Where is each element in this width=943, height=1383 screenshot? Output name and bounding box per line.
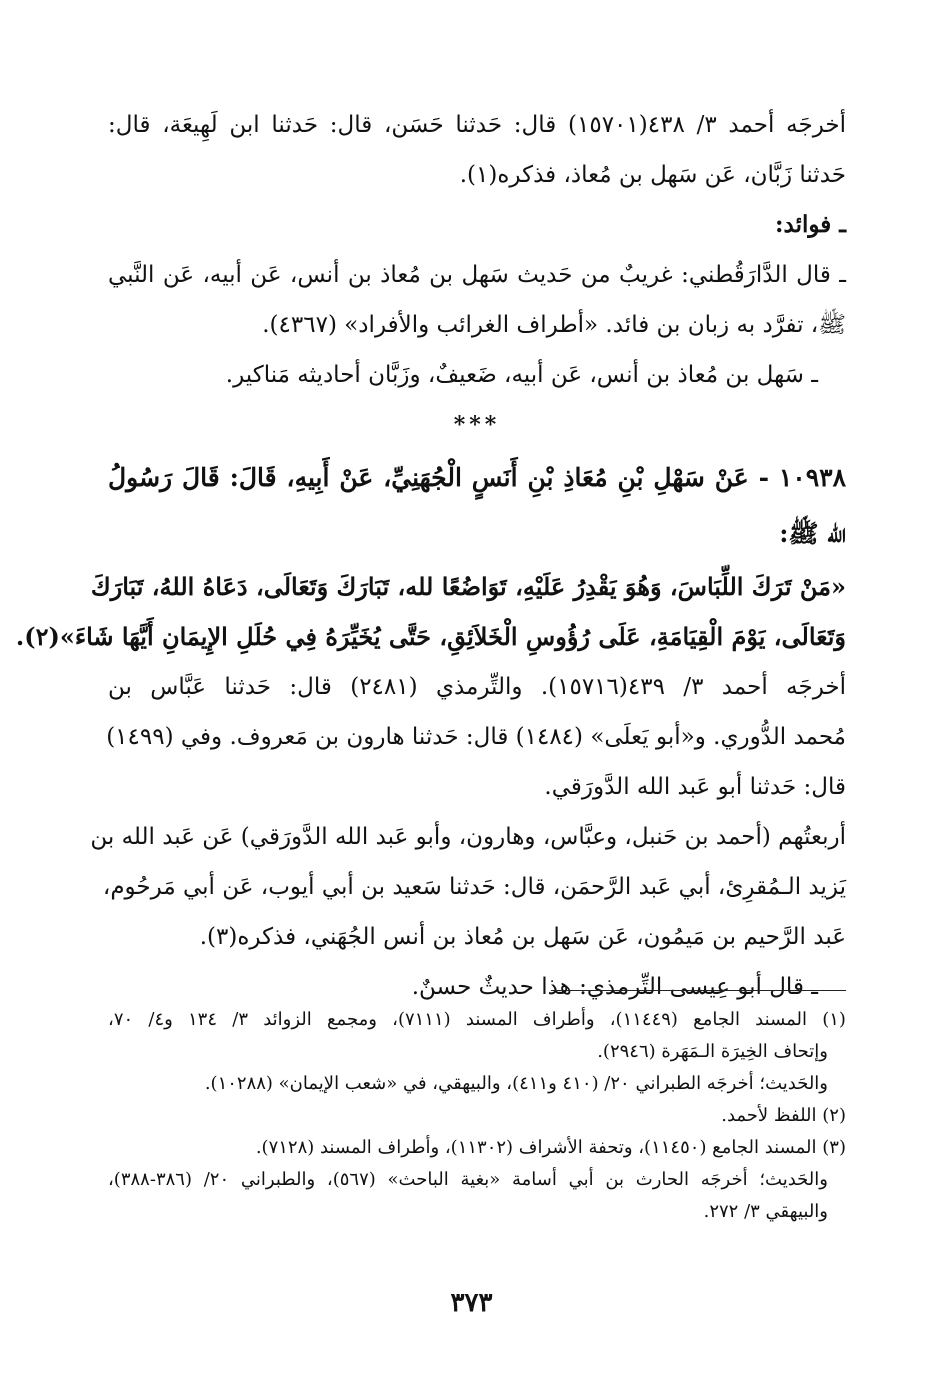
text-line: أخرجَه أحمد ٣/ ٤٣٩(١٥٧١٦). والتِّرمذي (٢٤٨١) قال: حَدثنا عَبَّاس بن — [108, 674, 846, 700]
footnote-divider — [551, 990, 846, 991]
main-text — [15, 100, 847, 1012]
text-line: ﷺ، تفرَّد به زبان بن فائد. «أطراف الغرائب والأفراد» (٤٣٦٧). — [262, 312, 846, 338]
matn-line: «مَنْ تَرَكَ اللِّبَاسَ، وَهُوَ يَقْدِرُ عَلَيْهِ، تَوَاضُعًا لله، تَبَارَكَ وَتَعَالَى، دَعَاهُ اللهُ، تَبَارَكَ — [90, 572, 846, 601]
footnote-line: والحَديث؛ أخرجَه الطبراني ٢٠/ (٤١٠ و٤١١)، والبيهقي، في «شعب الإيمان» (١٠٢٨٨). — [204, 1073, 828, 1094]
text-line: قال: حَدثنا أبو عَبد الله الدَّورَقي. — [544, 774, 846, 800]
text-line: عَبد الرَّحيم بن مَيمُون، عَن سَهل بن مُعاذ بن أنس الجُهَني، فذكره(٣). — [199, 924, 846, 950]
hadith-heading-line: ١٠٩٣٨ - عَنْ سَهْلِ بْنِ مُعَاذِ بْنِ أَنَسٍ الْجُهَنِيِّ، عَنْ أَبِيهِ، قَالَ: قَالَ رَسُولُ — [108, 463, 846, 492]
text-line: ـ سَهل بن مُعاذ بن أنس، عَن أبيه، ضَعيفٌ، وزَبَّان أحاديثه مَناكير. — [225, 362, 818, 388]
text-line: حَدثنا زَبَّان، عَن سَهل بن مُعاذ، فذكره(١). — [459, 162, 846, 188]
footnote-line: وإتحاف الخِيرَة الـمَهَرة (٢٩٤٦). — [597, 1041, 828, 1062]
text-line: أربعتُهم (أحمد بن حَنبل، وعبَّاس، وهارون، وأبو عَبد الله الدَّورَقي) عَن عَبد الله بن — [90, 824, 846, 850]
separator: *** — [453, 412, 501, 438]
footnote-line: (٢) اللفظ لأحمد. — [721, 1105, 846, 1126]
text-line: ـ قال الدَّارَقُطني: غريبٌ من حَديث سَهل بن مُعاذ بن أنس، عَن أبيه، عَن النَّبي — [108, 262, 846, 288]
footnotes — [108, 1004, 846, 1228]
footnote-line: والحَديث؛ أخرجَه الحارث بن أبي أسامة «بغية الباحث» (٥٦٧)، والطبراني ٢٠/ (٣٨٦-٣٨٨)، — [108, 1169, 828, 1190]
text-line: مُحمد الدُّوري. و«أبو يَعلَى» (١٤٨٤) قال: حَدثنا هارون بن مَعروف. وفي (١٤٩٩) — [106, 724, 846, 750]
text-line: ـ قال أبو عِيسى التِّرمذي: هذا حديثٌ حسنٌ. — [411, 974, 818, 1000]
text-line: أخرجَه أحمد ٣/ ٤٣٨(١٥٧٠١) قال: حَدثنا حَسَن، قال: حَدثنا ابن لَهِيعَة، قال: — [108, 112, 847, 138]
footnote-line: (١) المسند الجامع (١١٤٤٩)، وأطراف المسند (٧١١١)، ومجمع الزوائد ٣/ ١٣٤ و٤/ ٧٠، — [108, 1009, 846, 1030]
hadith-heading-line: الله ﷺ: — [779, 519, 846, 548]
page-number: ٣٧٣ — [450, 1288, 493, 1318]
section-heading: ـ فوائد: — [775, 211, 846, 238]
matn-line: وَتَعَالَى، يَوْمَ الْقِيَامَةِ، عَلَى رُؤُوسِ الْخَلاَئِقِ، حَتَّى يُخَيِّرَهُ فِي حُلَلِ الإِيمَانِ أَيَّهَا شَاءَ»(٢). — [15, 622, 846, 651]
footnote-line: والبيهقي ٣/ ٢٧٢. — [703, 1201, 828, 1222]
footnote-line: (٣) المسند الجامع (١١٤٥٠)، وتحفة الأشراف (١١٣٠٢)، وأطراف المسند (٧١٢٨). — [255, 1137, 846, 1158]
text-line: يَزيد الـمُقرِئ، أبي عَبد الرَّحمَن، قال: حَدثنا سَعيد بن أبي أيوب، عَن أبي مَرحُوم، — [102, 874, 846, 900]
